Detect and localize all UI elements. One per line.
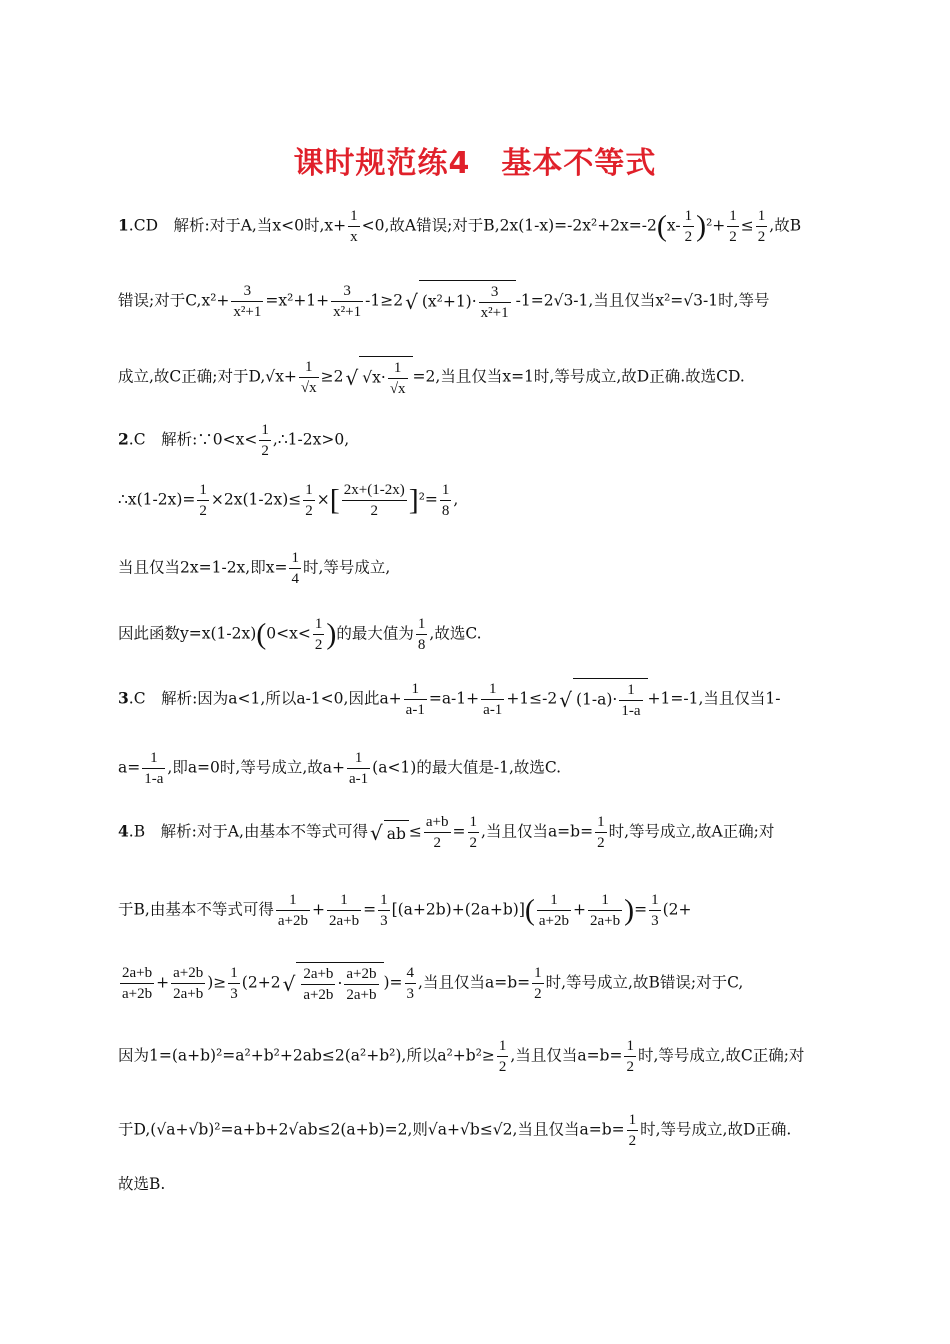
q1-line-3 — [118, 356, 838, 399]
page-title: 课时规范练4 基本不等式 — [293, 146, 657, 181]
text: 因此函数y=x(1-2x) — [118, 624, 257, 643]
text: .C 解析:∵0<x< — [128, 430, 258, 449]
text: ×2x(1-2x)≤ — [210, 490, 302, 509]
radicand — [359, 356, 412, 399]
text: ,∴1-2x>0, — [272, 430, 350, 449]
text: x+ — [324, 216, 347, 235]
text: ≤ — [740, 216, 754, 235]
text: 于B,由基本不等式可得 — [118, 900, 274, 919]
fraction: $\frac{1}{2}$ — [199, 482, 207, 519]
question-number: 2 — [118, 429, 129, 449]
q1-line-1 — [118, 206, 838, 247]
q4-line-5 — [118, 1110, 838, 1151]
fraction: $\frac{1}{2}$ — [626, 1038, 634, 1075]
text: +1=-1,当且仅当1- — [647, 689, 781, 708]
text: ,当且仅当a=b= — [510, 1046, 623, 1065]
text: + — [311, 900, 325, 919]
fraction: $\frac{1}{√x}$ — [300, 359, 317, 396]
fraction: $\frac{1}{2}$ — [729, 208, 737, 245]
bracket-close: ] — [408, 483, 419, 517]
fraction: $\frac{1}{8}$ — [441, 482, 450, 519]
text: )= — [383, 973, 403, 992]
text: , — [453, 490, 459, 509]
fraction: $\frac{1}{2}$ — [628, 1112, 637, 1149]
text: a= — [118, 758, 141, 777]
q4-line-3 — [118, 962, 838, 1005]
text: =2,当且仅当x=1时,等号成立,故D正确.故选CD. — [412, 367, 745, 386]
text: 时,等号成立,故D正确. — [640, 1120, 792, 1139]
q4-line-6 — [118, 1172, 838, 1196]
q4-line-1 — [118, 812, 838, 853]
q3-line-2 — [118, 748, 838, 789]
text: -1=2√3-1,当且仅当x²=√3-1时,等号 — [515, 291, 770, 310]
fraction: $\frac{1}{a-1}$ — [483, 681, 503, 718]
fraction: $\frac{1}{x}$ — [350, 208, 358, 245]
text: =a-1+ — [428, 689, 480, 708]
text: ²= — [418, 490, 438, 509]
text: ,故B — [769, 216, 802, 235]
text: = — [452, 822, 466, 841]
fraction: $\frac{1}{3}$ — [230, 965, 238, 1002]
text: 成立,故C正确;对于D,√x+ — [118, 367, 297, 386]
fraction: $\frac{1}{2}$ — [469, 814, 478, 851]
paren-close: ) — [326, 617, 337, 651]
text: + — [573, 900, 586, 919]
fraction: $\frac{1}{2a+b}$ — [590, 892, 621, 929]
q4-line-4 — [118, 1036, 838, 1077]
fraction: $\frac{1}{2}$ — [305, 482, 313, 519]
q1-line-2 — [118, 280, 838, 323]
text: 当且仅当2x=1-2x,即x= — [118, 558, 288, 577]
question-number: 4 — [118, 821, 129, 841]
text: ,故选C. — [429, 624, 482, 643]
fraction: $\frac{1}{1-a}$ — [621, 682, 641, 719]
text: [(a+2b)+(2a+b)] — [391, 900, 525, 919]
text: 于D,(√a+√b)²=a+b+2√ab≤2(a+b)=2,则√a+√b≤√2,当且仅当a=b= — [118, 1120, 625, 1139]
radicand: ab — [384, 820, 409, 846]
fraction: $\frac{1}{2}$ — [314, 616, 323, 653]
text: × — [316, 490, 330, 509]
text: ,当且仅当a=b= — [418, 973, 531, 992]
fraction: $\frac{2a+b}{a+2b}$ — [122, 965, 153, 1002]
text: (2+2 — [241, 973, 281, 992]
text: 时,等号成立,故C正确;对 — [637, 1046, 805, 1065]
fraction: $\frac{1}{2}$ — [261, 422, 269, 459]
text: 0<x< — [266, 624, 311, 643]
paren-open: ( — [656, 209, 667, 243]
text: -1≥2 — [365, 291, 404, 310]
text: + — [156, 973, 170, 992]
fraction: $\frac{1}{2}$ — [597, 814, 605, 851]
q2-line-1 — [118, 420, 838, 461]
sqrt-sign: √ — [282, 971, 296, 996]
text: .CD 解析:对于A,当x<0时, — [128, 216, 325, 235]
fraction: $\frac{1}{a+2b}$ — [538, 892, 569, 929]
text: ≥2 — [320, 367, 344, 386]
text: = — [363, 900, 377, 919]
question-number: 3 — [118, 688, 129, 708]
fraction: $\frac{1}{2}$ — [498, 1038, 507, 1075]
text: ≤ — [408, 822, 422, 841]
radicand — [573, 678, 648, 721]
text: (2+ — [662, 900, 692, 919]
fraction: $\frac{a+b}{2}$ — [425, 814, 449, 851]
paren-open: ( — [256, 617, 267, 651]
fraction: $\frac{3}{\text{x²+1}}$ — [333, 283, 362, 320]
fraction: $\frac{1}{3}$ — [651, 892, 659, 929]
fraction: $\frac{1}{2}$ — [757, 208, 766, 245]
sqrt-sign: √ — [369, 820, 383, 845]
text: · — [337, 974, 343, 993]
text: ,当且仅当a=b= — [481, 822, 594, 841]
fraction: $\frac{3}{\text{x²+1}}$ — [480, 284, 509, 321]
text: 时,等号成立, — [302, 558, 391, 577]
text: (x²+1)· — [421, 292, 477, 311]
fraction: $\frac{a+2b}{2a+b}$ — [346, 966, 377, 1003]
q2-line-4 — [118, 614, 838, 655]
q2-line-3 — [118, 548, 838, 589]
question-number: 1 — [118, 215, 129, 235]
fraction: $\frac{2a+b}{a+2b}$ — [303, 966, 334, 1003]
text: = — [634, 900, 648, 919]
text: 的最大值为 — [336, 624, 414, 643]
text: ,即a=0时,等号成立,故a+ — [167, 758, 345, 777]
paren-close: ) — [696, 209, 707, 243]
text: +1≤-2 — [506, 689, 558, 708]
fraction: $\frac{1}{a+2b}$ — [277, 892, 308, 929]
fraction: $\frac{1}{√x}$ — [389, 360, 406, 397]
fraction: $\frac{4}{3}$ — [406, 965, 415, 1002]
text: 错误;对于C,x²+ — [118, 291, 230, 310]
text: .C 解析:因为a<1,所以a-1<0,因此a+ — [128, 689, 402, 708]
text: <0,故A错误;对于B,2x(1-x)=-2x²+2x=-2 — [361, 216, 657, 235]
fraction: $\frac{1}{8}$ — [417, 616, 426, 653]
fraction: $\frac{1}{4}$ — [291, 550, 299, 587]
text: x- — [666, 216, 681, 235]
text: ²+ — [706, 216, 726, 235]
fraction: $\frac{1}{2}$ — [684, 208, 693, 245]
radicand — [296, 962, 383, 1005]
sqrt-sign: √ — [559, 687, 572, 712]
bracket-open: [ — [329, 483, 340, 517]
fraction: $\frac{2x+(1-2x)}{2}$ — [343, 482, 405, 519]
radicand — [419, 280, 516, 323]
text: 时,等号成立,故B错误;对于C, — [545, 973, 744, 992]
fraction: $\frac{a+2b}{2a+b}$ — [173, 965, 204, 1002]
text: ∴x(1-2x)= — [118, 490, 196, 509]
fraction: $\frac{1}{2}$ — [534, 965, 542, 1002]
sqrt-sign: √ — [405, 289, 418, 314]
text: =x²+1+ — [265, 291, 330, 310]
text: (1-a)· — [576, 690, 618, 709]
fraction: $\frac{1}{a-1}$ — [349, 750, 369, 787]
text: 故选B. — [118, 1175, 166, 1193]
text: 时,等号成立,故A正确;对 — [608, 822, 775, 841]
fraction: $\frac{3}{\text{x²+1}}$ — [233, 283, 262, 320]
fraction: $\frac{1}{1-a}$ — [144, 750, 164, 787]
text: √x· — [362, 368, 386, 387]
text: )≥ — [207, 973, 227, 992]
paren-open: ( — [524, 893, 535, 927]
fraction: $\frac{1}{a-1}$ — [405, 681, 425, 718]
sqrt-sign: √ — [345, 365, 359, 390]
fraction: $\frac{1}{3}$ — [380, 892, 388, 929]
q4-line-2 — [118, 890, 838, 931]
text: .B 解析:对于A,由基本不等式可得 — [128, 822, 368, 841]
text: 因为1=(a+b)²=a²+b²+2ab≤2(a²+b²),所以a²+b²≥ — [118, 1046, 495, 1065]
paren-close: ) — [624, 893, 635, 927]
q2-line-2 — [118, 480, 838, 521]
fraction: $\frac{1}{2a+b}$ — [328, 892, 360, 929]
text: (a<1)的最大值是-1,故选C. — [372, 758, 562, 777]
q3-line-1 — [118, 678, 838, 721]
